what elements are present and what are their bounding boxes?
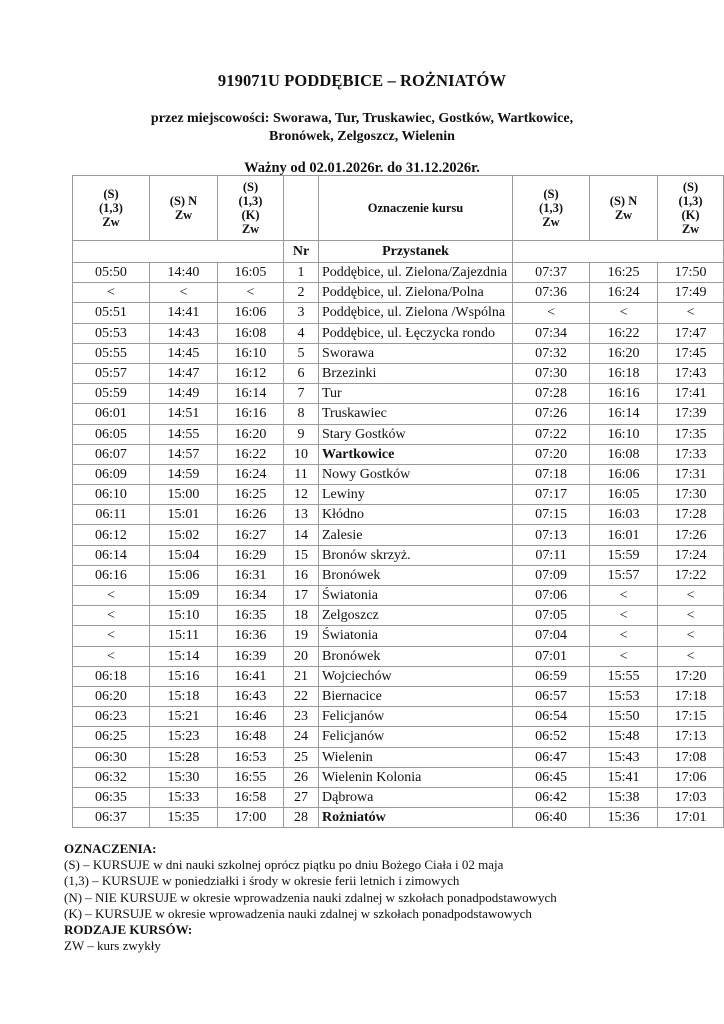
departure-time: 15:06 — [150, 565, 218, 585]
return-time: 16:03 — [590, 505, 658, 525]
departure-time: 06:16 — [73, 565, 150, 585]
departure-time: 06:10 — [73, 485, 150, 505]
return-time: 16:22 — [590, 323, 658, 343]
legend-item: (S) – KURSUJE w dni nauki szkolnej oprócz piątku po dniu Bożego Ciała i 02 maja — [64, 857, 504, 873]
stop-number: 17 — [284, 586, 319, 606]
return-time: 17:24 — [658, 545, 724, 565]
departure-time: 16:08 — [218, 323, 284, 343]
legend-item: (1,3) – KURSUJE w poniedziałki i środy w okresie ferii letnich i zimowych — [64, 873, 460, 889]
validity-period: Ważny od 02.01.2026r. do 31.12.2026r. — [244, 160, 480, 176]
return-time: 17:13 — [658, 727, 724, 747]
route-via — [0, 110, 724, 146]
return-time: < — [590, 303, 658, 323]
return-time: 16:08 — [590, 444, 658, 464]
course-column-header — [513, 176, 590, 241]
departure-time: 16:36 — [218, 626, 284, 646]
return-time: 16:25 — [590, 263, 658, 283]
stop-name: Poddębice, ul. Łęczycka rondo — [319, 323, 513, 343]
table-row — [73, 444, 724, 464]
stop-number: 19 — [284, 626, 319, 646]
table-row — [73, 727, 724, 747]
route-via-line-1: przez miejscowości: Sworawa, Tur, Truskawiec, Gostków, Wartkowice, — [150, 111, 574, 126]
departure-time: 06:14 — [73, 545, 150, 565]
departure-time: 16:06 — [218, 303, 284, 323]
departure-time: 14:45 — [150, 343, 218, 363]
stop-name: Dąbrowa — [319, 787, 513, 807]
return-time: 15:41 — [590, 767, 658, 787]
departure-time: 16:48 — [218, 727, 284, 747]
departure-time: 16:22 — [218, 444, 284, 464]
departure-time: < — [73, 646, 150, 666]
departure-time: 14:40 — [150, 263, 218, 283]
stop-number: 1 — [284, 263, 319, 283]
return-time: 07:01 — [513, 646, 590, 666]
return-time: 17:45 — [658, 343, 724, 363]
departure-time: 06:09 — [73, 464, 150, 484]
return-time: 17:20 — [658, 666, 724, 686]
return-time: 15:36 — [590, 808, 658, 828]
departure-time: 05:53 — [73, 323, 150, 343]
departure-time: < — [73, 606, 150, 626]
return-time: 06:59 — [513, 666, 590, 686]
table-row — [73, 485, 724, 505]
return-time: 07:34 — [513, 323, 590, 343]
stop-number: 28 — [284, 808, 319, 828]
departure-time: 16:39 — [218, 646, 284, 666]
return-time: 06:42 — [513, 787, 590, 807]
table-row — [73, 626, 724, 646]
stop-name: Truskawiec — [319, 404, 513, 424]
stop-name: Biernacice — [319, 686, 513, 706]
course-header-line: (S) N — [609, 194, 638, 208]
return-time: 16:24 — [590, 283, 658, 303]
return-time: 15:55 — [590, 666, 658, 686]
blank-header-cell — [513, 241, 724, 263]
stop-number: 23 — [284, 707, 319, 727]
course-header-row — [73, 176, 724, 241]
return-time: 06:45 — [513, 767, 590, 787]
table-row — [73, 384, 724, 404]
return-time: 07:13 — [513, 525, 590, 545]
departure-time: 16:35 — [218, 606, 284, 626]
table-row — [73, 666, 724, 686]
stop-header: Przystanek — [319, 241, 513, 263]
stop-number: 15 — [284, 545, 319, 565]
table-row — [73, 586, 724, 606]
stop-name: Wartkowice — [319, 444, 513, 464]
course-header-line: (S) — [543, 187, 559, 201]
departure-time: 16:24 — [218, 464, 284, 484]
table-row — [73, 707, 724, 727]
course-header-line: Zw — [542, 215, 560, 229]
stop-number: 6 — [284, 363, 319, 383]
stop-name: Wielenin Kolonia — [319, 767, 513, 787]
departure-time: 14:41 — [150, 303, 218, 323]
return-time: < — [658, 626, 724, 646]
course-header-line: Zw — [102, 215, 120, 229]
departure-time: 05:50 — [73, 263, 150, 283]
stop-name: Wielenin — [319, 747, 513, 767]
departure-time: 15:01 — [150, 505, 218, 525]
return-time: 07:18 — [513, 464, 590, 484]
table-row — [73, 686, 724, 706]
table-row — [73, 303, 724, 323]
departure-time: 15:04 — [150, 545, 218, 565]
stop-number: 8 — [284, 404, 319, 424]
stop-number: 13 — [284, 505, 319, 525]
return-time: 17:47 — [658, 323, 724, 343]
nr-header: Nr — [284, 241, 319, 263]
return-time: < — [658, 586, 724, 606]
stop-number: 2 — [284, 283, 319, 303]
stop-name: Poddębice, ul. Zielona/Zajezdnia — [319, 263, 513, 283]
departure-time: 14:47 — [150, 363, 218, 383]
departure-time: 15:33 — [150, 787, 218, 807]
departure-time: 16:16 — [218, 404, 284, 424]
table-row — [73, 606, 724, 626]
return-time: 15:53 — [590, 686, 658, 706]
table-row — [73, 363, 724, 383]
departure-time: 16:14 — [218, 384, 284, 404]
return-time: 06:57 — [513, 686, 590, 706]
departure-time: < — [218, 283, 284, 303]
return-time: < — [658, 646, 724, 666]
departure-time: 15:02 — [150, 525, 218, 545]
return-time: 16:18 — [590, 363, 658, 383]
course-header-line: Zw — [241, 222, 260, 236]
departure-time: 06:18 — [73, 666, 150, 686]
departure-time: 05:55 — [73, 343, 150, 363]
departure-time: 16:05 — [218, 263, 284, 283]
stop-number: 16 — [284, 565, 319, 585]
return-time: 07:20 — [513, 444, 590, 464]
departure-time: 05:57 — [73, 363, 150, 383]
nr-header-blank — [284, 176, 319, 241]
departure-time: 05:59 — [73, 384, 150, 404]
table-row — [73, 747, 724, 767]
stop-name: Rożniatów — [319, 808, 513, 828]
departure-time: 15:14 — [150, 646, 218, 666]
table-row — [73, 505, 724, 525]
departure-time: 16:20 — [218, 424, 284, 444]
departure-time: 14:59 — [150, 464, 218, 484]
return-time: 07:22 — [513, 424, 590, 444]
return-time: 07:26 — [513, 404, 590, 424]
departure-time: 16:58 — [218, 787, 284, 807]
return-time: 07:17 — [513, 485, 590, 505]
departure-time: 06:23 — [73, 707, 150, 727]
return-time: 17:28 — [658, 505, 724, 525]
return-time: 17:35 — [658, 424, 724, 444]
return-time: 06:52 — [513, 727, 590, 747]
departure-time: 06:32 — [73, 767, 150, 787]
table-row — [73, 424, 724, 444]
course-header-line: Zw — [681, 222, 700, 236]
legend-heading: OZNACZENIA: — [64, 841, 157, 856]
stop-number: 5 — [284, 343, 319, 363]
table-row — [73, 646, 724, 666]
table-row — [73, 343, 724, 363]
return-time: 07:32 — [513, 343, 590, 363]
departure-time: 15:30 — [150, 767, 218, 787]
departure-time: 16:53 — [218, 747, 284, 767]
stop-name: Tur — [319, 384, 513, 404]
stop-name: Poddębice, ul. Zielona/Polna — [319, 283, 513, 303]
departure-time: 06:01 — [73, 404, 150, 424]
return-time: 07:28 — [513, 384, 590, 404]
return-time: 15:38 — [590, 787, 658, 807]
return-time: 17:22 — [658, 565, 724, 585]
course-column-header — [218, 176, 284, 241]
course-column-header — [73, 176, 150, 241]
course-header-line: (S) — [103, 187, 119, 201]
timetable-body — [73, 263, 724, 828]
return-time: 16:14 — [590, 404, 658, 424]
return-time: 17:30 — [658, 485, 724, 505]
departure-time: < — [150, 283, 218, 303]
course-header-line: (K) — [681, 208, 700, 222]
departure-time: 15:00 — [150, 485, 218, 505]
return-time: 07:36 — [513, 283, 590, 303]
departure-time: 15:18 — [150, 686, 218, 706]
stop-name: Lewiny — [319, 485, 513, 505]
departure-time: 14:43 — [150, 323, 218, 343]
course-type-item: ZW – kurs zwykły — [64, 938, 161, 954]
stop-name: Bronówek — [319, 565, 513, 585]
table-row — [73, 767, 724, 787]
stop-number: 25 — [284, 747, 319, 767]
table-row — [73, 787, 724, 807]
legend — [64, 841, 557, 954]
table-row — [73, 565, 724, 585]
timetable-table — [72, 175, 724, 828]
return-time: 17:33 — [658, 444, 724, 464]
departure-time: 05:51 — [73, 303, 150, 323]
course-header-line: Zw — [614, 208, 633, 222]
stop-header-row — [73, 241, 724, 263]
table-row — [73, 283, 724, 303]
stop-number: 22 — [284, 686, 319, 706]
departure-time: 06:30 — [73, 747, 150, 767]
stop-name: Światonia — [319, 626, 513, 646]
departure-time: 16:43 — [218, 686, 284, 706]
departure-time: 16:12 — [218, 363, 284, 383]
departure-time: 16:10 — [218, 343, 284, 363]
return-time: < — [658, 606, 724, 626]
return-time: 06:47 — [513, 747, 590, 767]
stop-number: 10 — [284, 444, 319, 464]
stop-name: Felicjanów — [319, 727, 513, 747]
course-column-header — [150, 176, 218, 241]
course-designation-header: Oznaczenie kursu — [319, 176, 513, 241]
return-time: 17:08 — [658, 747, 724, 767]
return-time: 15:43 — [590, 747, 658, 767]
stop-number: 26 — [284, 767, 319, 787]
return-time: 07:05 — [513, 606, 590, 626]
table-row — [73, 464, 724, 484]
return-time: 07:11 — [513, 545, 590, 565]
return-time: 07:06 — [513, 586, 590, 606]
course-header-line: (K) — [241, 208, 260, 222]
departure-time: 14:51 — [150, 404, 218, 424]
return-time: < — [658, 303, 724, 323]
departure-time: 14:57 — [150, 444, 218, 464]
stop-number: 18 — [284, 606, 319, 626]
stop-name: Felicjanów — [319, 707, 513, 727]
stop-number: 20 — [284, 646, 319, 666]
course-column-header — [590, 176, 658, 241]
stop-number: 14 — [284, 525, 319, 545]
return-time: < — [590, 626, 658, 646]
return-time: 16:20 — [590, 343, 658, 363]
return-time: 16:10 — [590, 424, 658, 444]
departure-time: 16:26 — [218, 505, 284, 525]
return-time: 16:01 — [590, 525, 658, 545]
table-row — [73, 404, 724, 424]
return-time: 17:41 — [658, 384, 724, 404]
departure-time: 06:11 — [73, 505, 150, 525]
return-time: 17:01 — [658, 808, 724, 828]
departure-time: 06:20 — [73, 686, 150, 706]
stop-number: 7 — [284, 384, 319, 404]
return-time: 07:09 — [513, 565, 590, 585]
table-row — [73, 323, 724, 343]
departure-time: 15:16 — [150, 666, 218, 686]
return-time: 06:54 — [513, 707, 590, 727]
course-header-line: (1,3) — [238, 194, 263, 208]
departure-time: 16:29 — [218, 545, 284, 565]
return-time: 07:37 — [513, 263, 590, 283]
route-via-line-2: Bronówek, Zelgoszcz, Wielenin — [269, 129, 455, 144]
stop-name: Światonia — [319, 586, 513, 606]
departure-time: 06:07 — [73, 444, 150, 464]
stop-name: Nowy Gostków — [319, 464, 513, 484]
course-header-line: (1,3) — [678, 194, 703, 208]
blank-header-cell — [73, 241, 284, 263]
departure-time: 06:35 — [73, 787, 150, 807]
table-row — [73, 545, 724, 565]
return-time: 17:15 — [658, 707, 724, 727]
return-time: < — [590, 606, 658, 626]
legend-item: (K) – KURSUJE w okresie wprowadzenia nauki zdalnej w szkołach ponadpodstawowych — [64, 905, 532, 921]
stop-name: Wojciechów — [319, 666, 513, 686]
course-header-line: (S) — [682, 180, 699, 194]
departure-time: < — [73, 626, 150, 646]
departure-time: 15:21 — [150, 707, 218, 727]
return-time: < — [590, 646, 658, 666]
stop-name: Poddębice, ul. Zielona /Wspólna — [319, 303, 513, 323]
stop-number: 21 — [284, 666, 319, 686]
stop-number: 9 — [284, 424, 319, 444]
legend-item: (N) – NIE KURSUJE w okresie wprowadzenia nauki zdalnej w szkołach ponadpodstawowych — [64, 889, 557, 905]
course-header-line: (1,3) — [99, 201, 123, 215]
return-time: < — [513, 303, 590, 323]
course-header-line: Zw — [174, 208, 193, 222]
departure-time: 06:37 — [73, 808, 150, 828]
return-time: 17:18 — [658, 686, 724, 706]
return-time: < — [590, 586, 658, 606]
departure-time: 16:46 — [218, 707, 284, 727]
stop-number: 3 — [284, 303, 319, 323]
table-row — [73, 263, 724, 283]
departure-time: 16:34 — [218, 586, 284, 606]
departure-time: < — [73, 283, 150, 303]
return-time: 16:06 — [590, 464, 658, 484]
departure-time: 15:10 — [150, 606, 218, 626]
departure-time: 16:31 — [218, 565, 284, 585]
return-time: 16:16 — [590, 384, 658, 404]
return-time: 07:15 — [513, 505, 590, 525]
return-time: 17:50 — [658, 263, 724, 283]
departure-time: 06:12 — [73, 525, 150, 545]
table-row — [73, 525, 724, 545]
departure-time: 15:11 — [150, 626, 218, 646]
course-types-heading: RODZAJE KURSÓW: — [64, 922, 193, 938]
departure-time: 16:55 — [218, 767, 284, 787]
stop-name: Zalesie — [319, 525, 513, 545]
stop-number: 4 — [284, 323, 319, 343]
departure-time: 16:27 — [218, 525, 284, 545]
stop-number: 24 — [284, 727, 319, 747]
stop-name: Zelgoszcz — [319, 606, 513, 626]
return-time: 17:06 — [658, 767, 724, 787]
departure-time: 16:41 — [218, 666, 284, 686]
stop-name: Stary Gostków — [319, 424, 513, 444]
return-time: 17:31 — [658, 464, 724, 484]
table-row — [73, 808, 724, 828]
departure-time: 15:23 — [150, 727, 218, 747]
return-time: 15:50 — [590, 707, 658, 727]
return-time: 15:57 — [590, 565, 658, 585]
departure-time: 14:55 — [150, 424, 218, 444]
departure-time: 15:28 — [150, 747, 218, 767]
return-time: 16:05 — [590, 485, 658, 505]
return-time: 17:39 — [658, 404, 724, 424]
departure-time: 15:09 — [150, 586, 218, 606]
stop-number: 12 — [284, 485, 319, 505]
return-time: 17:03 — [658, 787, 724, 807]
stop-name: Sworawa — [319, 343, 513, 363]
departure-time: 06:05 — [73, 424, 150, 444]
course-header-line: (S) N — [169, 194, 198, 208]
return-time: 06:40 — [513, 808, 590, 828]
return-time: 07:04 — [513, 626, 590, 646]
stop-name: Bronów skrzyż. — [319, 545, 513, 565]
return-time: 07:30 — [513, 363, 590, 383]
return-time: 15:48 — [590, 727, 658, 747]
stop-name: Bronówek — [319, 646, 513, 666]
departure-time: 15:35 — [150, 808, 218, 828]
return-time: 17:49 — [658, 283, 724, 303]
timetable-title: 919071U PODDĘBICE – ROŻNIATÓW — [217, 71, 507, 90]
departure-time: 16:25 — [218, 485, 284, 505]
course-column-header — [658, 176, 724, 241]
stop-number: 27 — [284, 787, 319, 807]
course-header-line: (S) — [242, 180, 259, 194]
stop-name: Kłódno — [319, 505, 513, 525]
return-time: 17:43 — [658, 363, 724, 383]
return-time: 17:26 — [658, 525, 724, 545]
departure-time: 17:00 — [218, 808, 284, 828]
course-header-line: (1,3) — [539, 201, 563, 215]
departure-time: 14:49 — [150, 384, 218, 404]
return-time: 15:59 — [590, 545, 658, 565]
departure-time: < — [73, 586, 150, 606]
departure-time: 06:25 — [73, 727, 150, 747]
stop-number: 11 — [284, 464, 319, 484]
stop-name: Brzezinki — [319, 363, 513, 383]
